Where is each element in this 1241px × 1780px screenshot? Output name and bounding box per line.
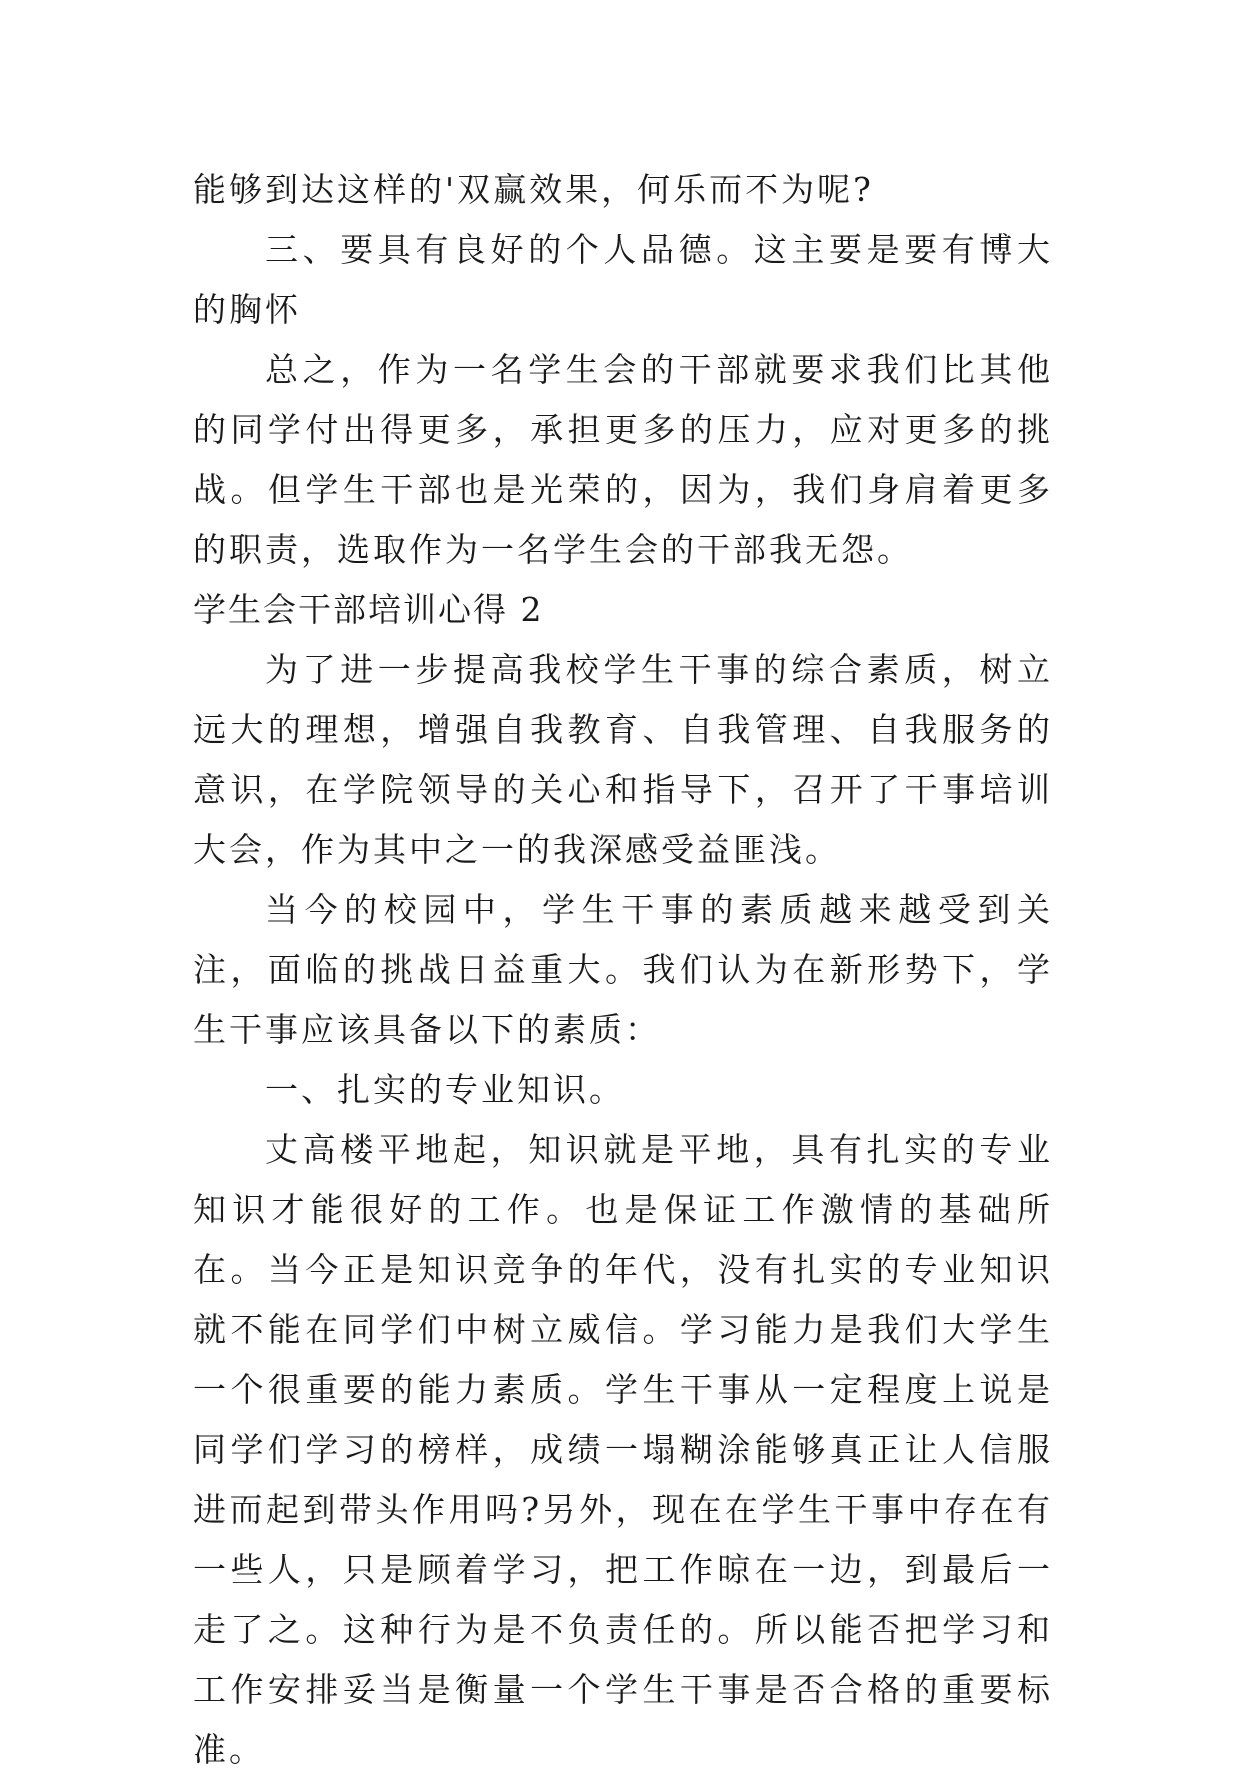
- paragraph-3: 总之，作为一名学生会的干部就要求我们比其他的同学付出得更多，承担更多的压力，应对更多的挑战。但学生干部也是光荣的，因为，我们身肩着更多的职责，选取作为一名学生会的干部我无怨。: [193, 350, 1053, 569]
- paragraph-7: 丈高楼平地起，知识就是平地，具有扎实的专业知识才能很好的工作。也是保证工作激情的基础所在。当今正是知识竞争的年代，没有扎实的专业知识就不能在同学们中树立威信。学习能力是我们大学生一个很重要的能力素质。学生干事从一定程度上说是同学们学习的榜样，成绩一塌糊涂能够真正让人信服进而起到带头作用吗?另外，现在在学生干事中存在有一些人，只是顾着学习，把工作晾在一边，到最后一走了之。这种行为是不负责任的。所以能否把学习和工作安排妥当是衡量一个学生干事是否合格的重要标准。: [193, 1130, 1053, 1769]
- paragraph-6: 一、扎实的专业知识。: [265, 1070, 625, 1109]
- section-heading: 学生会干部培训心得 2: [193, 590, 544, 629]
- paragraph-4: 为了进一步提高我校学生干事的综合素质，树立远大的理想，增强自我教育、自我管理、自我服务的意识，在学院领导的关心和指导下，召开了干事培训大会，作为其中之一的我深感受益匪浅。: [193, 650, 1053, 869]
- paragraph-2: 三、要具有良好的个人品德。这主要是要有博大的胸怀: [193, 230, 1053, 329]
- paragraph-5: 当今的校园中，学生干事的素质越来越受到关注，面临的挑战日益重大。我们认为在新形势下，学生干事应该具备以下的素质：: [193, 890, 1053, 1049]
- document-body: [193, 160, 1053, 1780]
- paragraph-1: 能够到达这样的'双赢效果，何乐而不为呢?: [193, 170, 874, 209]
